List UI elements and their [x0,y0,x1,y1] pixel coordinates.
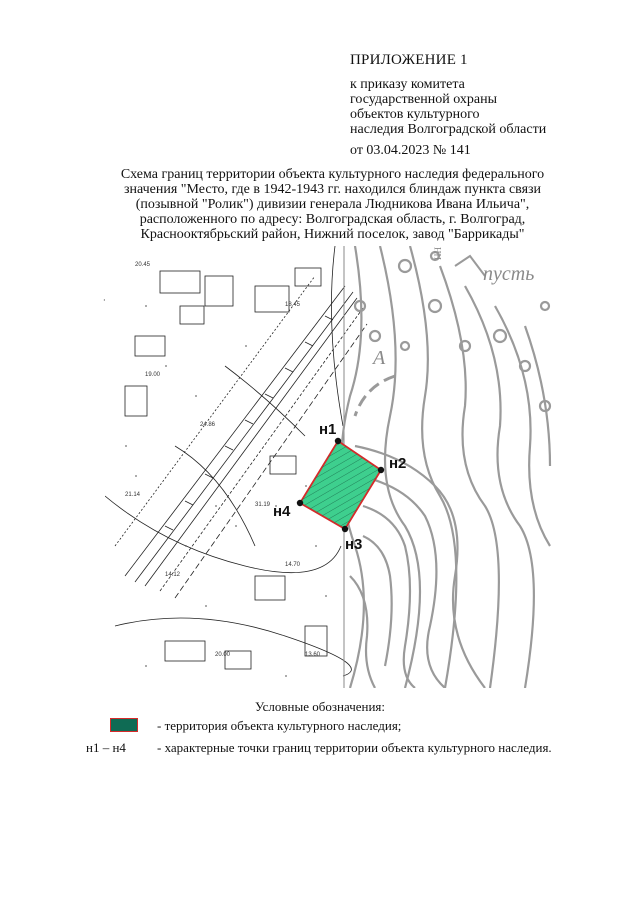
order-line: государственной охраны [350,92,498,107]
order-line: наследия Волгоградской области [350,122,547,137]
order-line: объектов культурного [350,107,480,122]
legend-text: - характерные точки границ территории объекта культурного наследия. [157,740,552,755]
legend-text: - территория объекта культурного наследия; [157,718,402,733]
boundary-point-n2 [378,467,384,473]
svg-text:19.00: 19.00 [145,372,161,378]
svg-text:31.19: 31.19 [255,502,271,508]
scheme-title-line: (позывной "Ролик") дивизии генерала Людникова Ивана Ильича", [135,197,530,212]
map-word-a: А [373,347,386,369]
point-label-n4: н4 [273,503,291,520]
svg-text:18.45: 18.45 [285,302,301,308]
boundary-point-n3 [342,526,348,532]
svg-text:24.86: 24.86 [200,422,216,428]
map [105,246,555,688]
order-block [350,77,546,137]
legend-heading: Условные обозначения: [254,699,386,714]
order-line: к приказу комитета [350,77,465,92]
territory-swatch [110,718,138,732]
scheme-title-line: Схема границ территории объекта культурного наследия федерального [120,167,545,182]
map-word-pust: пусть [483,263,535,285]
scheme-title [100,167,565,242]
point-label-n1: н1 [319,421,337,438]
svg-text:13.60: 13.60 [305,652,321,658]
boundary-point-n4 [297,500,303,506]
map-canvas [105,246,555,688]
scheme-title-line: значения "Место, где в 1942-1943 гг. находился блиндаж пункта связи [123,182,542,197]
appendix-title: ПРИЛОЖЕНИЕ 1 [350,52,468,68]
svg-text:14.12: 14.12 [165,572,181,578]
map-word-nn: НН [433,247,443,260]
scheme-title-line: расположенного по адресу: Волгоградская область, г. Волгоград, [139,212,526,227]
boundary-point-n1 [335,438,341,444]
scheme-title-line: Краснооктябрьский район, Нижний поселок, завод "Баррикады" [140,227,525,242]
points-range-label: н1 – н4 [86,740,126,755]
svg-text:21.14: 21.14 [125,492,141,498]
point-label-n3: н3 [345,536,363,553]
svg-text:20.00: 20.00 [215,652,231,658]
point-label-n2: н2 [389,455,407,472]
svg-text:20.45: 20.45 [135,262,151,268]
order-date: от 03.04.2023 № 141 [350,143,471,158]
svg-text:14.70: 14.70 [285,562,301,568]
